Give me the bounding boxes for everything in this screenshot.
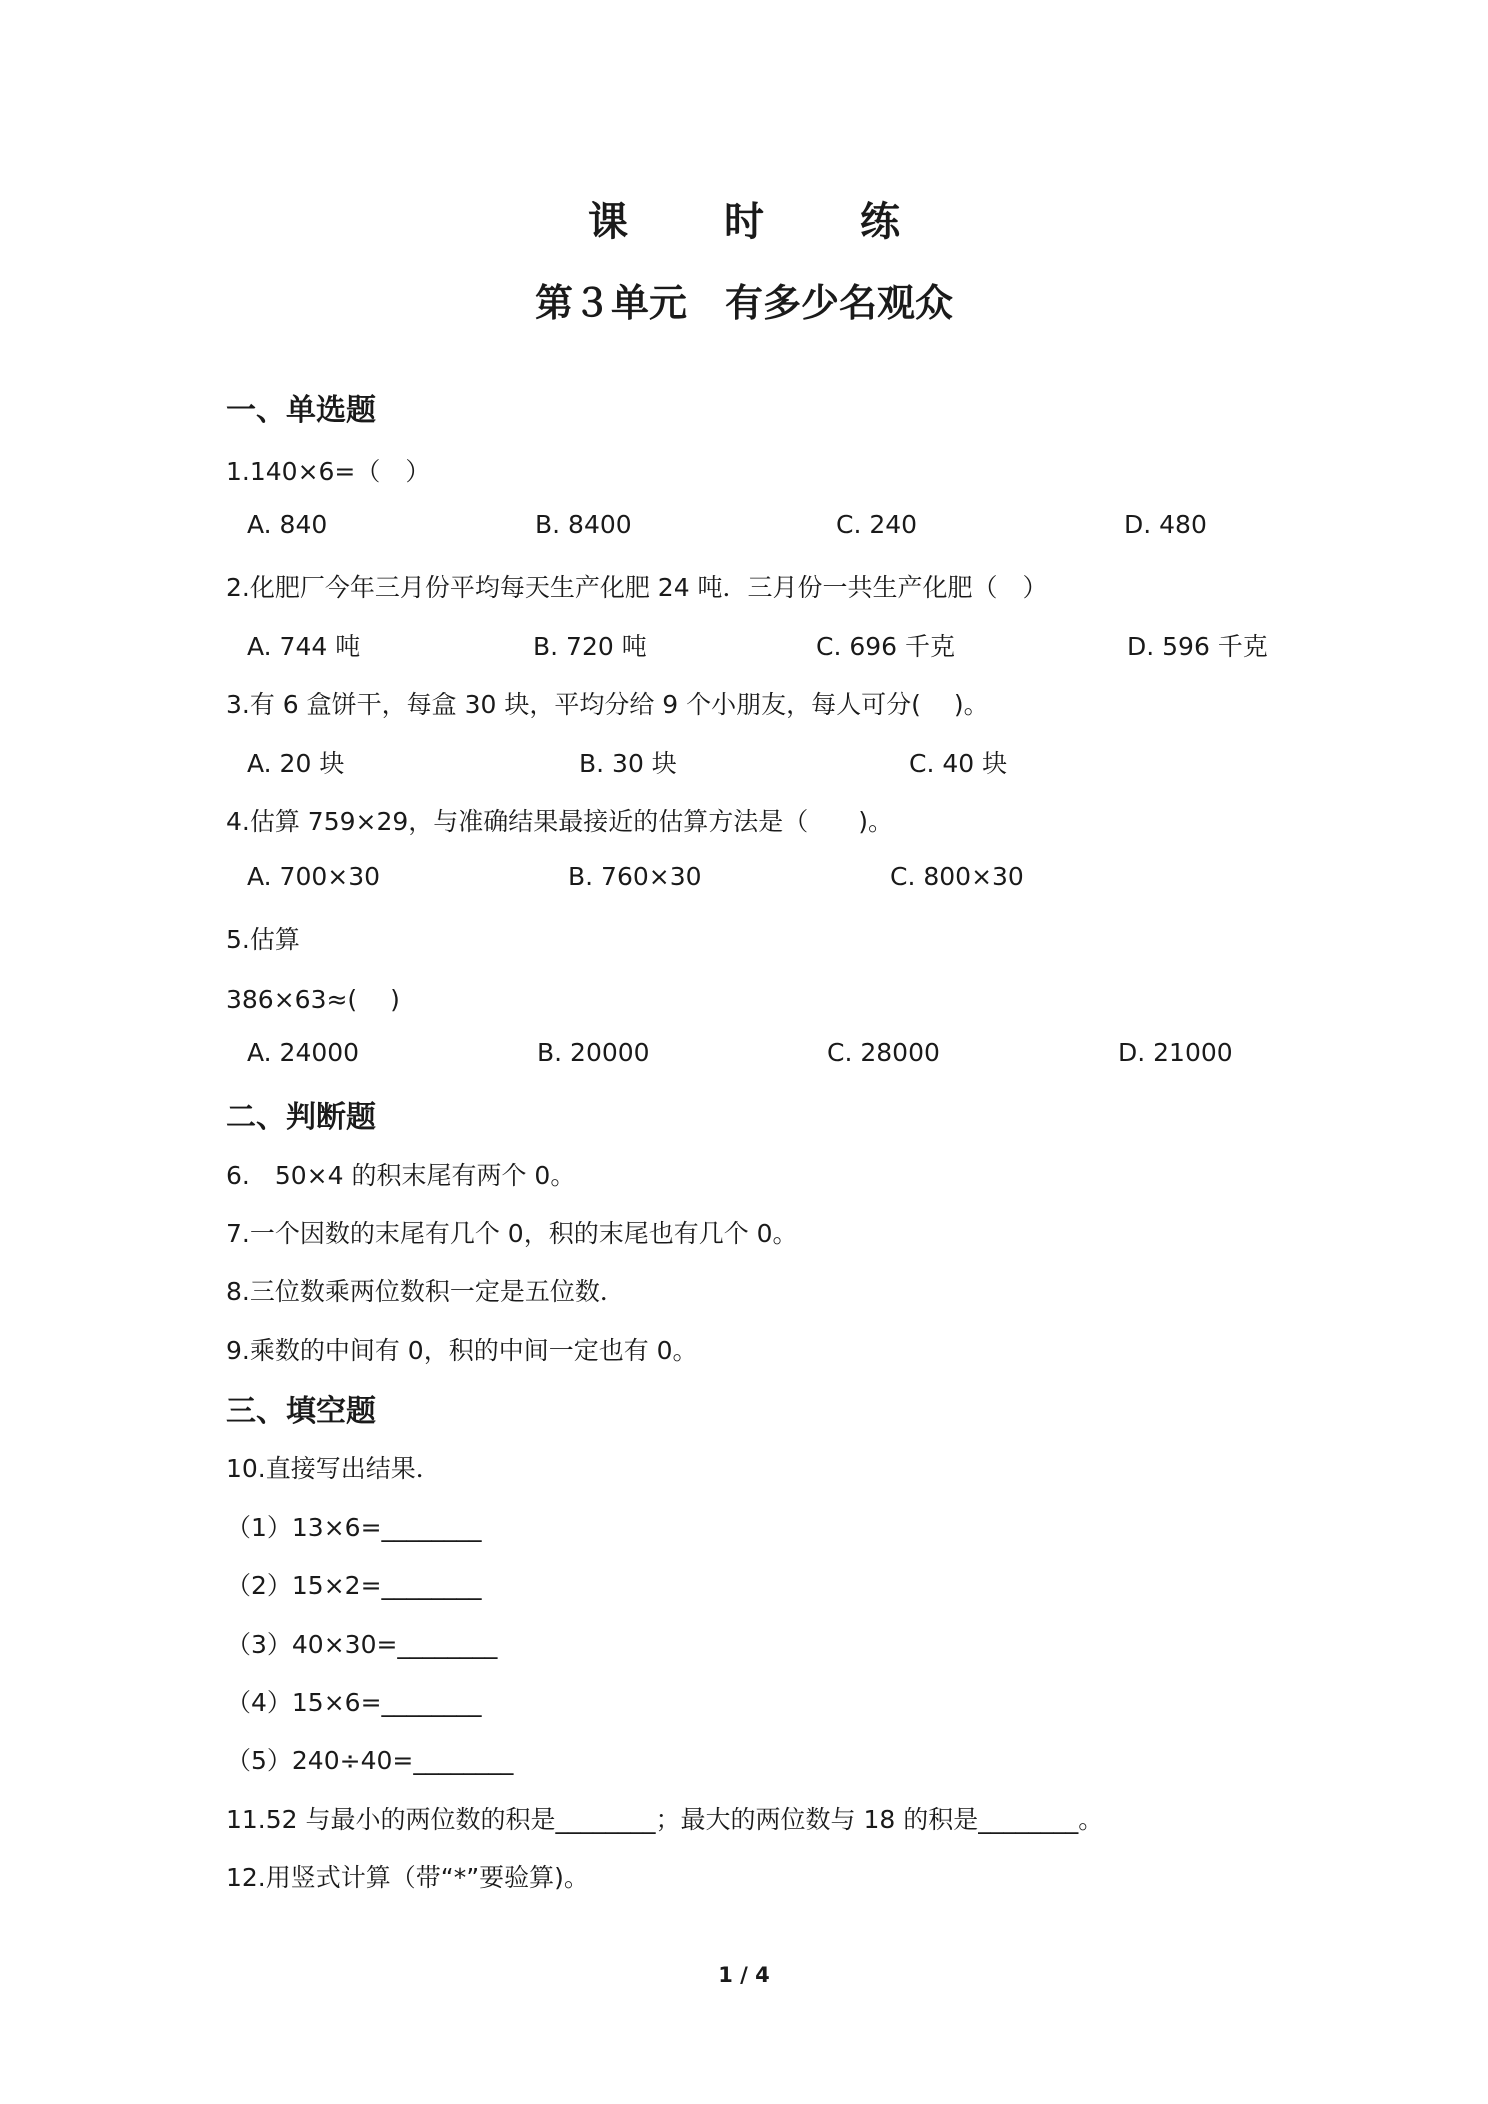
question-1-stem: 1.140×6=（ ）: [226, 457, 431, 486]
question-5-expression: 386×63≈( ): [226, 985, 400, 1014]
question-6: 6. 50×4 的积末尾有两个 0。: [226, 1161, 576, 1190]
unit-subtitle: 第３单元 有多少名观众: [534, 281, 953, 325]
question-11: 11.52 与最小的两位数的积是________；最大的两位数与 18 的积是________。: [226, 1805, 1104, 1834]
q5-option-d: D. 21000: [1118, 1038, 1233, 1067]
q5-option-b: B. 20000: [537, 1038, 650, 1067]
q1-option-d: D. 480: [1124, 510, 1207, 539]
question-10-item: （2）15×2=________: [226, 1571, 482, 1600]
section-heading-true-false: 二、判断题: [226, 1100, 376, 1135]
page-number: 1 / 4: [718, 1963, 770, 1987]
q2-option-d: D. 596 千克: [1127, 632, 1268, 661]
q3-option-a: A. 20 块: [247, 749, 345, 778]
section-heading-fill-blank: 三、填空题: [226, 1394, 376, 1429]
q3-option-b: B. 30 块: [579, 749, 677, 778]
q5-option-c: C. 28000: [827, 1038, 940, 1067]
q2-option-b: B. 720 吨: [533, 632, 647, 661]
q1-option-a: A. 840: [247, 510, 328, 539]
q2-option-a: A. 744 吨: [247, 632, 361, 661]
section-heading-single-choice: 一、单选题: [226, 393, 376, 428]
question-4-stem: 4.估算 759×29，与准确结果最接近的估算方法是（ )。: [226, 807, 894, 836]
q1-option-c: C. 240: [836, 510, 918, 539]
question-5-stem: 5.估算: [226, 925, 300, 954]
q2-option-c: C. 696 千克: [816, 632, 956, 661]
question-7: 7.一个因数的末尾有几个 0，积的末尾也有几个 0。: [226, 1219, 798, 1248]
question-12: 12.用竖式计算（带“*”要验算)。: [226, 1863, 589, 1892]
question-10-item: （5）240÷40=________: [226, 1746, 514, 1775]
q4-option-b: B. 760×30: [568, 862, 702, 891]
question-10-stem: 10.直接写出结果．: [226, 1454, 441, 1483]
page-title: 课 时 练: [588, 199, 928, 245]
q4-option-a: A. 700×30: [247, 862, 381, 891]
question-10-item: （1）13×6=________: [226, 1513, 482, 1542]
question-3-stem: 3.有 6 盒饼干，每盒 30 块，平均分给 9 个小朋友，每人可分( )。: [226, 690, 989, 719]
q3-option-c: C. 40 块: [909, 749, 1008, 778]
q1-option-b: B. 8400: [535, 510, 632, 539]
question-10-item: （4）15×6=________: [226, 1688, 482, 1717]
question-8: 8.三位数乘两位数积一定是五位数．: [226, 1277, 625, 1306]
q5-option-a: A. 24000: [247, 1038, 360, 1067]
question-2-stem: 2.化肥厂今年三月份平均每天生产化肥 24 吨．三月份一共生产化肥（ ）: [226, 573, 1048, 602]
question-10-item: （3）40×30=________: [226, 1630, 498, 1659]
question-9: 9.乘数的中间有 0，积的中间一定也有 0。: [226, 1336, 698, 1365]
q4-option-c: C. 800×30: [890, 862, 1024, 891]
